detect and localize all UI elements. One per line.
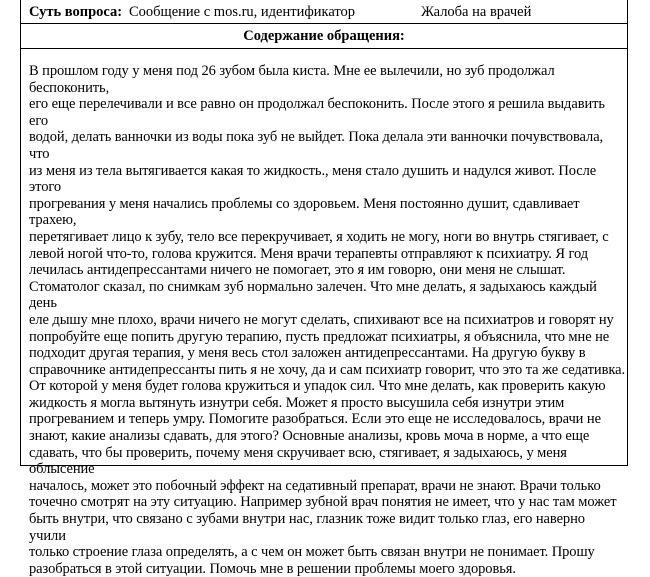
- subject-row: [21, 0, 627, 24]
- appeal-document-table: [20, 0, 628, 577]
- subject-value: Сообщение с mos.ru, идентификатор: [129, 4, 356, 20]
- content-header: Содержание обращения:: [21, 24, 627, 49]
- content-body-cell: [21, 49, 627, 577]
- subject-label: Суть вопроса:: [29, 4, 123, 20]
- appeal-body-text: В прошлом году у меня под 26 зубом была киста. Мне ее вылечили, но зуб продолжал беспоконить, его еще перелечивали и все равно он продолжал беспоконить. После этого я решила выдавить его водой, делать ванночки из воды пока зуб не выйдет. Пока делала эти ванночки почувствовала, что из меня из тела вытягивается какая то жидкость., меня стало душить и надулся живот. После этого прогревания у меня начались проблемы со здоровьем. Меня постоянно душит, сдавливает трахею, перетягивает лицо к зубу, тело все перекручивает, я ходить не могу, ноги во внутрь стягивает, с левой ногой что-то, голова кружится. Меня врачи терапевты отправляют к психиатру. Я год лечилась антидепрессантами ничего не помогает, это я им говорю, они меня не слышат. Стоматолог сказал, по снимкам зуб нормально залечен. Что мне делать, я задыхаюсь каждый день еле дышу мне плохо, врачи ничего не могут сделать, спихивают все на психиатров и говорят ну попробуйте еще попить другую терапию, пусть предложат психиатры, я объяснила, что мне не подходит другая терапия, у меня весь стол заложен антидепрессантами. На другую букву в справочнике антидепрессанты пить я не хочу, да и сам психиатр говорит, что это та же седативка. От которой у меня будет голова кружиться и упадок сил. Что мне делать, как проверить какую жидкость я могла вытянуть изнутри себя. Может я просто высушила себя изнутри этим прогреванием и теперь умру. Помогите разобраться. Если это еще не исследовалось, врачи не знают, какие анализы сдавать, для этого? Основные анализы, кровь моча в норме, а что еще сдавать, что бы проверить, почему меня скручивает всю, стягивает, я задыхаюсь, у меня облысение началось, может это побочный эффект на седативный препарат, врачи не знают. Врачи только точечно смотрят на эту ситуацию. Например зубной врач понятия не имеет, что у нас там может быть внутри, что связано с зубами внутри нас, глазник тоже видит только глаз, его наверно учили только строение глаза определять, а с чем он может быть связан внутри не понимает. Прошу разобраться в этой ситуации. Помочь мне в решении проблемы моего здоровья.: [29, 63, 626, 577]
- complaint-category: Жалоба на врачей: [421, 4, 532, 20]
